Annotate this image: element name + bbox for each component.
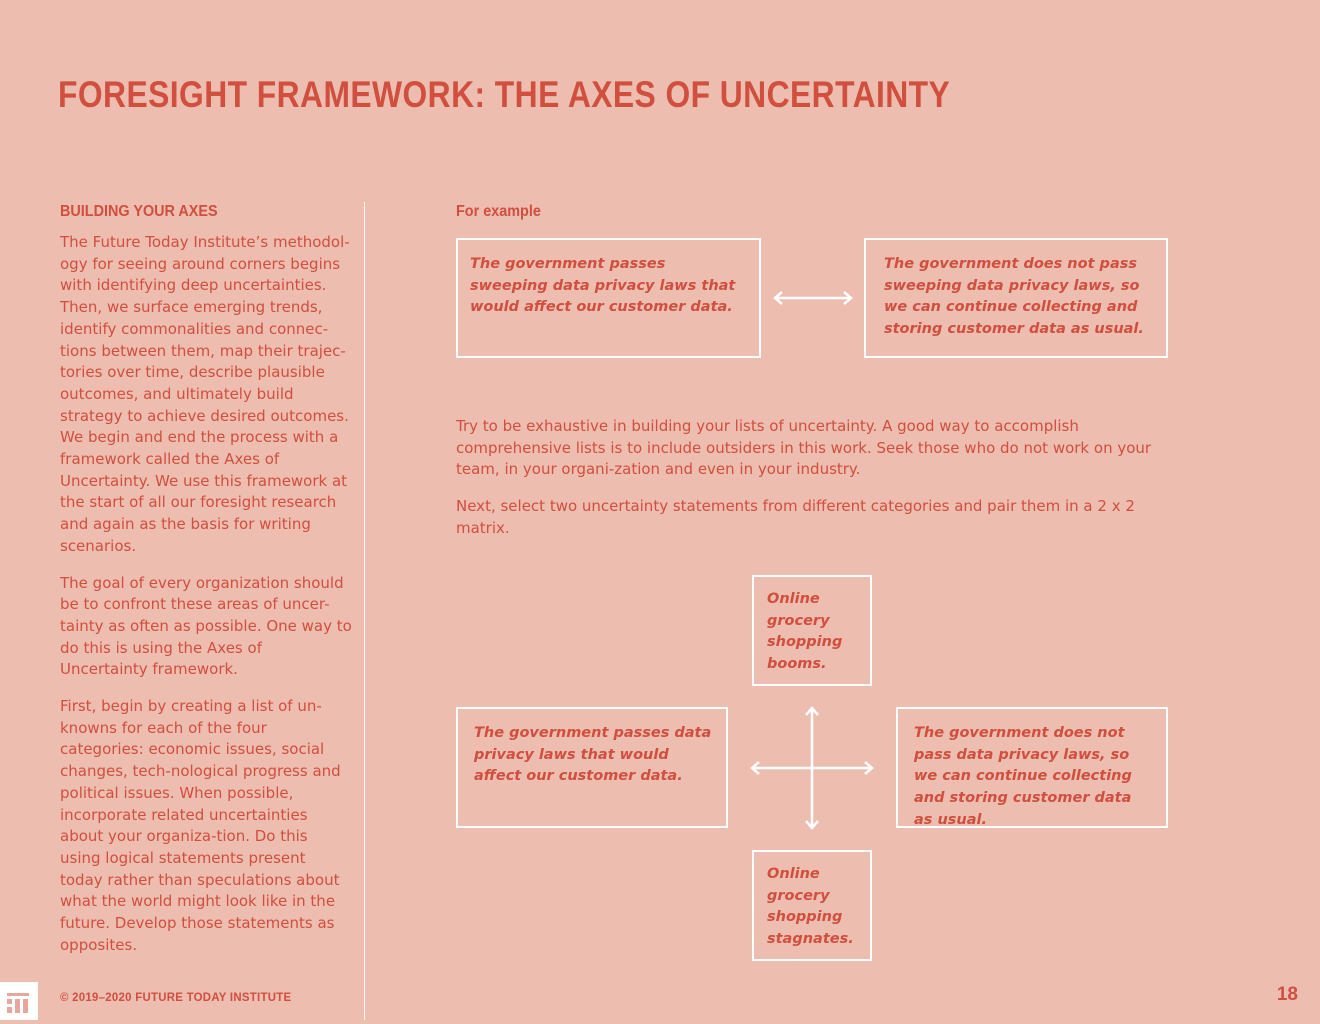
matrix-right-statement: The government does not pass data privacy laws, so we can continue collecting and storing customer data as usual.	[914, 725, 1132, 828]
matrix-left-box	[456, 707, 728, 828]
body-paragraph-2: Next, select two uncertainty statements from different categories and pair them in a 2 x 2 matrix.	[456, 497, 1135, 537]
cross-arrows-icon	[746, 702, 878, 834]
example-left-box	[456, 238, 761, 358]
sidebar-paragraph-1: The Future Today Institute’s methodol-ogy for seeing around corners begins with identifying deep uncertainties. Then, we surface emerging trends, identify commonalities and connec-tions between them, map their trajec-tories over time, describe plausible outcomes, and ultimately build strategy to achieve desired outcomes. We begin and end the process with a framework called the Axes of Uncertainty. We use this framework at the start of all our foresight research and again as the basis for writing scenarios.	[60, 233, 350, 555]
matrix-top-box	[752, 575, 872, 686]
matrix-right-box	[896, 707, 1168, 828]
body-paragraph-1: Try to be exhaustive in building your lists of uncertainty. A good way to accomplish comprehensive lists is to include outsiders in this work. Seek those who do not work on your team, in your organi-zation and even in your industry.	[456, 417, 1152, 479]
matrix-left-statement: The government passes data privacy laws that would affect our customer data.	[474, 725, 712, 785]
double-arrow-horizontal-icon	[770, 288, 856, 308]
matrix-bottom-box	[752, 850, 872, 961]
sidebar-heading: BUILDING YOUR AXES	[60, 203, 218, 220]
page-title: FORESIGHT FRAMEWORK: THE AXES OF UNCERTAINTY	[58, 74, 951, 115]
example-left-statement: The government passes sweeping data privacy laws that would affect our customer data.	[470, 256, 736, 316]
sidebar-paragraph-3: First, begin by creating a list of un-knowns for each of the four categories: economic issues, social changes, tech-nological progress and political issues. When possible, incorporate related uncertainties about your organiza-tion. Do this using logical statements present today rather than speculations about what the world might look like in the future. Develop those statements as opposites.	[60, 697, 341, 954]
sidebar-paragraph-2: The goal of every organization should be to confront these areas of uncer-tainty as often as possible. One way to do this is using the Axes of Uncertainty framework.	[60, 573, 352, 679]
example-right-box	[864, 238, 1168, 358]
column-divider	[364, 202, 365, 1020]
example-label: For example	[456, 203, 541, 220]
matrix-bottom-statement: Online grocery shopping stagnates.	[767, 866, 854, 948]
example-right-statement: The government does not pass sweeping data privacy laws, so we can continue collecting and storing customer data as usual.	[884, 256, 1144, 338]
matrix-top-statement: Online grocery shopping booms.	[767, 591, 843, 673]
page-number: 18	[1276, 984, 1298, 1005]
sidebar-text	[60, 232, 352, 972]
fti-logo-icon	[0, 982, 38, 1020]
footer-copyright: © 2019–2020 FUTURE TODAY INSTITUTE	[60, 990, 292, 1004]
